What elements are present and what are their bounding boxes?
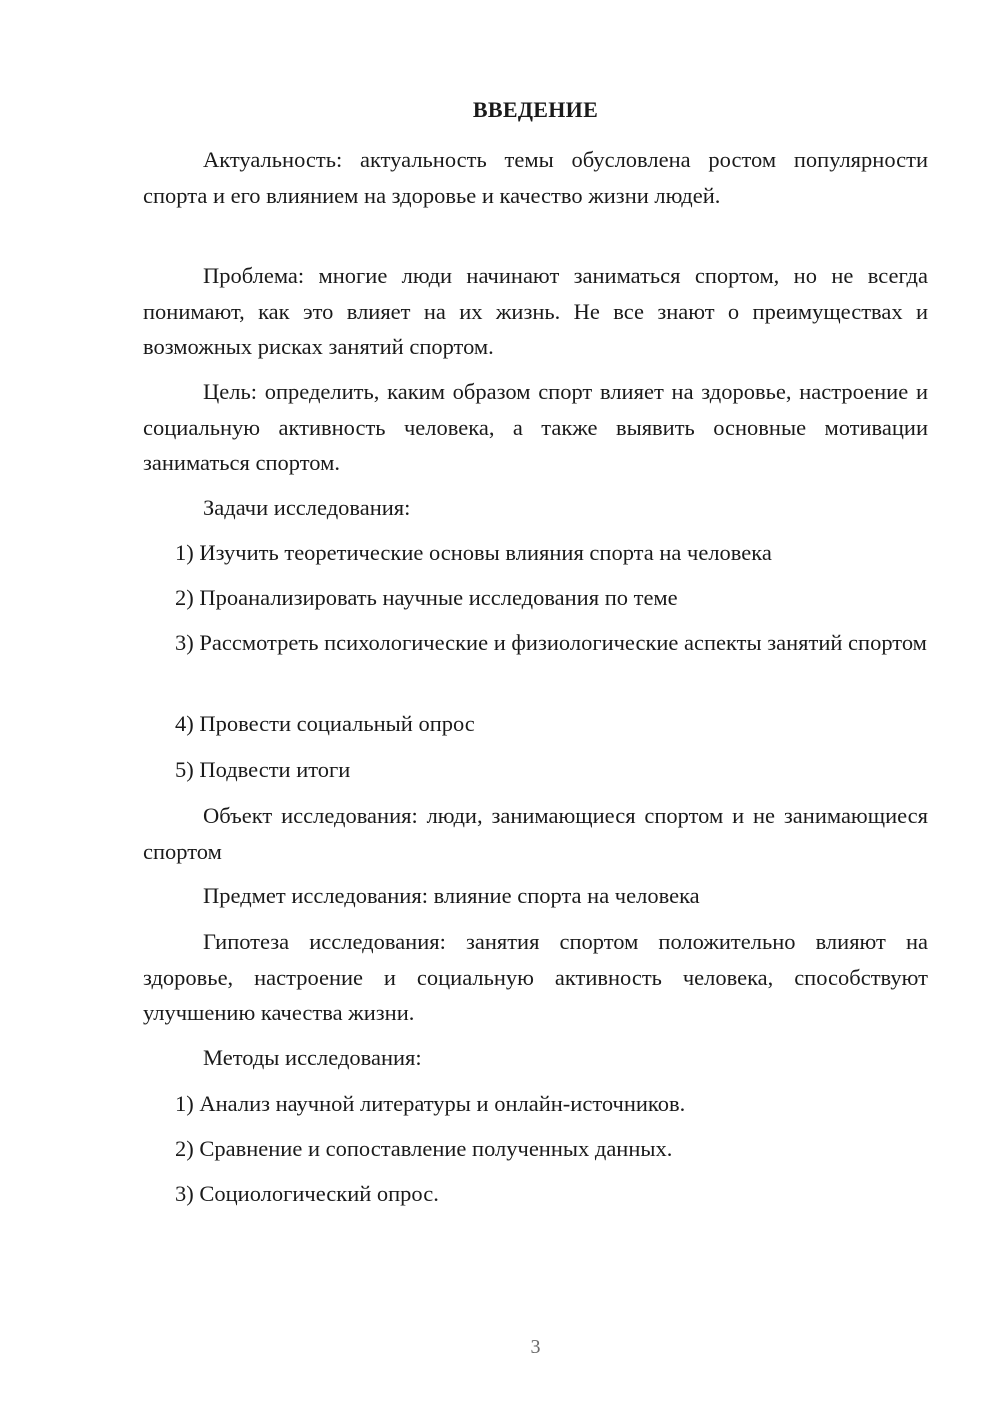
methods-title: Методы исследования: — [203, 1045, 422, 1070]
subject-paragraph: Предмет исследования: влияние спорта на человека — [203, 883, 700, 908]
document-page — [143, 0, 928, 1414]
page-number: 3 — [530, 1336, 541, 1358]
task-item: 4) Провести социальный опрос — [175, 711, 475, 736]
method-item: 2) Сравнение и сопоставление полученных данных. — [175, 1136, 673, 1161]
task-item: 3) Рассмотреть психологические и физиологические аспекты занятий спортом — [175, 630, 927, 655]
method-item: 1) Анализ научной литературы и онлайн-источников. — [175, 1091, 686, 1116]
hypothesis-paragraph: Гипотеза исследования: занятия спортом положительно влияют на здоровье, настроение и социальную активность человека, способствуют улучшению качества жизни. — [143, 929, 928, 1025]
relevance-paragraph: Актуальность: актуальность темы обусловлена ростом популярности спорта и его влиянием на здоровье и качество жизни людей. — [143, 147, 928, 208]
tasks-title: Задачи исследования: — [203, 495, 411, 520]
task-item: 2) Проанализировать научные исследования по теме — [175, 585, 678, 610]
object-paragraph: Объект исследования: люди, занимающиеся спортом и не занимающиеся спортом — [143, 803, 928, 864]
goal-paragraph: Цель: определить, каким образом спорт влияет на здоровье, настроение и социальную активность человека, а также выявить основные мотивации заниматься спортом. — [143, 379, 928, 475]
page-title: ВВЕДЕНИЕ — [472, 97, 599, 122]
task-item: 1) Изучить теоретические основы влияния спорта на человека — [175, 540, 772, 565]
method-item: 3) Социологический опрос. — [175, 1181, 439, 1206]
problem-paragraph: Проблема: многие люди начинают заниматься спортом, но не всегда понимают, как это влияет на их жизнь. Не все знают о преимуществах и возможных рисках занятий спортом. — [143, 263, 928, 359]
task-item: 5) Подвести итоги — [175, 757, 351, 782]
